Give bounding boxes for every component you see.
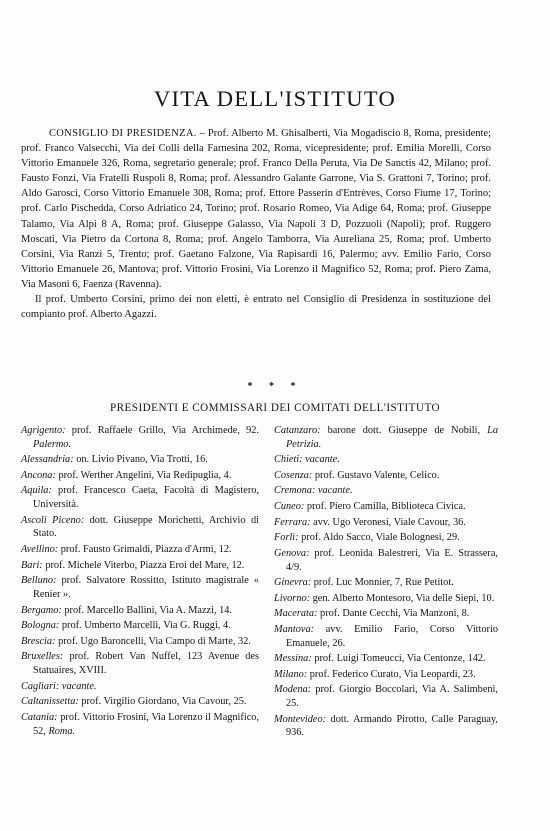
consiglio-members: – Prof. Alberto M. Ghisalberti, Via Mogadiscio 8, Roma, presidente; prof. Franco Valsecchi, Via dei Colli della Farnesina 202, Roma, vicepresidente; prof. Emilia Morelli, Corso Vittorio Emanuele 326, Roma, segretario generale; prof. Franco Della Peruta, Via De Sanctis 42, Milano; prof. Fausto Fonzi, Via Fratelli Ruspoli 8, Roma; prof. Alessandro Galante Garrone, Via S. Grattoni 7, Torino; prof. Aldo Garosci, Corso Vittorio Emanuele 308, Roma; prof. Ettore Passerin d'Entrèves, Corso Fiume 17, Torino; prof. Carlo Pischedda, Corso Adriatico 24, Torino; prof. Rosario Romeo, Via Adige 64, Roma; prof. Giuseppe Talamo, Via Alpi 8 A, Roma; prof. Giuseppe Galasso, Via Napoli 3 D, Pozzuoli (Napoli); prof. Ruggero Moscati, Via Pietro da Cortona 8, Roma; prof. Angelo Tamborra, Via Aureliana 25, Roma; prof. Umberto Corsini, Via Ranzi 5, Trento; prof. Gaetano Falzone, Via Rapisardi 16, Palermo; avv. Emilio Fario, Corso Vittorio Emanuele 26, Mantova; prof. Vittorio Frosini, Via Lorenzo il Magnifico 52, Roma; prof. Piero Zama, Via Masoni 6, Faenza (Ravenna). <box>21 128 491 290</box>
entry-city: Ascoli Piceno: <box>21 514 85 526</box>
entry-city: Bari: <box>21 559 43 571</box>
entry-text: prof. Robert Van Nuffel, 123 Avenue des Statuaires, XVIII. <box>33 651 259 677</box>
entry-city: Messina: <box>274 653 312 665</box>
committee-entry <box>274 576 498 590</box>
entry-city: Bologna: <box>21 620 60 632</box>
committee-entry <box>21 604 259 618</box>
entry-city: Ancona: <box>21 469 56 481</box>
entry-city: Cuneo: <box>274 501 305 513</box>
entry-text: prof. Gustavo Valente, Celico. <box>312 469 440 481</box>
consiglio-note: Il prof. Umberto Corsini, primo dei non eletti, è entrato nel Consiglio di Presidenza in sostituzione del compianto prof. Alberto Agazzi. <box>21 294 491 321</box>
committee-entry <box>21 695 259 709</box>
committee-entry <box>21 469 259 483</box>
entry-city: Bruxelles: <box>21 651 64 663</box>
entry-city: Mantova: <box>274 623 315 635</box>
entry-text: prof. Giorgio Boccolari, Via A. Salimbeni, 25. <box>286 684 498 710</box>
entry-text: prof. Ugo Baroncelli, Via Campo di Marte, 32. <box>55 635 251 647</box>
entry-note: Roma. <box>48 725 76 737</box>
entry-text: prof. Marcello Ballini, Via A. Mazzi, 14. <box>61 604 232 616</box>
entry-text: prof. Raffaele Grillo, Via Archimede, 92. <box>65 425 259 436</box>
entry-text: prof. Virgilio Giordano, Via Cavour, 25. <box>78 696 247 708</box>
committee-entry <box>21 619 259 633</box>
committee-entry <box>21 453 259 467</box>
committee-entry <box>21 514 259 541</box>
entry-city: Milano: <box>274 668 308 680</box>
entry-city: Avellino: <box>21 544 59 556</box>
left-column <box>21 424 259 740</box>
entry-text: avv. Ugo Veronesi, Viale Cavour, 36. <box>310 516 466 528</box>
entry-city: Forlì: <box>274 532 299 544</box>
consiglio-section <box>21 126 491 322</box>
entry-city: Cremona: <box>274 485 316 497</box>
entry-city: Cagliari: <box>21 680 60 692</box>
entry-note: vacante. <box>317 485 353 497</box>
entry-note: La Petrizia. <box>286 425 498 450</box>
entry-city: Ferrara: <box>274 516 311 528</box>
committee-entry <box>274 531 498 545</box>
entry-text: prof. Umberto Marcelli, Via G. Ruggi, 4. <box>59 620 231 632</box>
entry-city: Bergamo: <box>21 604 62 616</box>
committee-entry <box>274 547 498 574</box>
committee-entry <box>274 668 498 682</box>
entry-text: on. Livio Pivano, Via Trotti, 16. <box>73 454 208 466</box>
committee-entry <box>274 607 498 621</box>
committee-entry <box>21 635 259 649</box>
entry-city: Alessandria: <box>21 454 74 466</box>
committee-entry <box>274 424 498 451</box>
entry-city: Caltanissetta: <box>21 696 79 708</box>
committee-entry <box>274 453 498 467</box>
entry-city: Catania: <box>21 711 58 723</box>
committee-entry <box>21 574 259 601</box>
entry-city: Livorno: <box>274 592 311 604</box>
committee-entry <box>21 650 259 677</box>
committee-entry <box>274 592 498 606</box>
entry-city: Catanzaro: <box>274 425 321 436</box>
section-title: PRESIDENTI E COMMISSARI DEI COMITATI DELL'ISTITUTO <box>109 402 441 414</box>
entry-text: prof. Dante Cecchi, Via Manzoni, 8. <box>317 608 470 620</box>
entry-text: prof. Michele Viterbo, Piazza Eroi del Mare, 12. <box>42 559 245 571</box>
entry-note: vacante. <box>305 454 340 466</box>
committee-entry <box>274 469 498 483</box>
section-separator: * * * <box>247 381 303 392</box>
entry-text: gen. Alberto Montesoro, Via delle Siepi, 10. <box>310 592 495 604</box>
committee-entry <box>21 543 259 557</box>
committee-entry <box>21 711 259 738</box>
entry-city: Montevideo: <box>274 713 327 725</box>
page-title: VITA DELL'ISTITUTO <box>153 86 397 111</box>
entry-city: Aquila: <box>21 485 52 497</box>
committee-entry <box>21 559 259 573</box>
committee-entry <box>21 484 259 511</box>
entry-text: dott. Armando Pirotto, Calle Paraguay, 936. <box>286 713 498 739</box>
entry-text: barone dott. Giuseppe de Nobili, <box>320 425 488 436</box>
committee-entry <box>274 652 498 666</box>
entry-text: prof. Aldo Sacco, Viale Bolognesi, 29. <box>298 532 460 544</box>
entry-text: dott. Giuseppe Morichetti, Archivio di Stato. <box>33 514 259 540</box>
entry-note: Palermo. <box>33 438 72 450</box>
entry-text: prof. Luc Monnier, 7, Rue Petitot. <box>311 577 454 589</box>
entry-text: prof. Vittorio Frosini, Via Lorenzo il Magnifico, 52, <box>33 711 259 737</box>
consiglio-heading: CONSIGLIO DI PRESIDENZA. <box>49 128 197 139</box>
entry-text: avv. Emilio Fario, Corso Vittorio Emanuele, 26. <box>286 623 498 649</box>
committee-entry <box>274 713 498 740</box>
entry-city: Cosenza: <box>274 469 313 481</box>
entry-city: Genova: <box>274 547 310 559</box>
consiglio-paragraph <box>21 126 491 292</box>
right-column <box>274 424 498 742</box>
entry-note: vacante. <box>61 680 97 692</box>
entry-city: Agrigento: <box>21 425 66 436</box>
committee-entry <box>21 680 259 694</box>
committee-entry <box>274 623 498 650</box>
committee-entry <box>274 516 498 530</box>
entry-city: Modena: <box>274 684 312 696</box>
entry-text: prof. Salvatore Rossitto, Istituto magistrale « Renier ». <box>33 575 259 600</box>
entry-city: Chieti: <box>274 454 303 466</box>
entry-text: prof. Francesco Caeta, Facoltà di Magistero, Università. <box>33 485 259 511</box>
entry-city: Belluno: <box>21 575 57 587</box>
entry-text: prof. Piero Camilla, Biblioteca Civica. <box>304 501 466 513</box>
entry-text: prof. Werther Angelini, Via Redipuglia, 4. <box>55 469 232 481</box>
committee-entry <box>274 683 498 710</box>
entry-text: prof. Luigi Tomeucci, Via Centonze, 142. <box>311 653 486 665</box>
entry-text: prof. Fausto Grimaldi, Piazza d'Armi, 12. <box>58 544 232 556</box>
entry-city: Brescia: <box>21 635 56 647</box>
entry-city: Ginevra: <box>274 577 312 589</box>
committee-entry <box>274 500 498 514</box>
committee-entry <box>21 424 259 451</box>
entry-text: prof. Leonida Balestreri, Via E. Strassera, 4/9. <box>286 547 498 573</box>
committee-entry <box>274 484 498 498</box>
entry-text: prof. Federico Curato, Via Leopardi, 23. <box>307 668 476 680</box>
entry-city: Macerata: <box>274 608 318 620</box>
